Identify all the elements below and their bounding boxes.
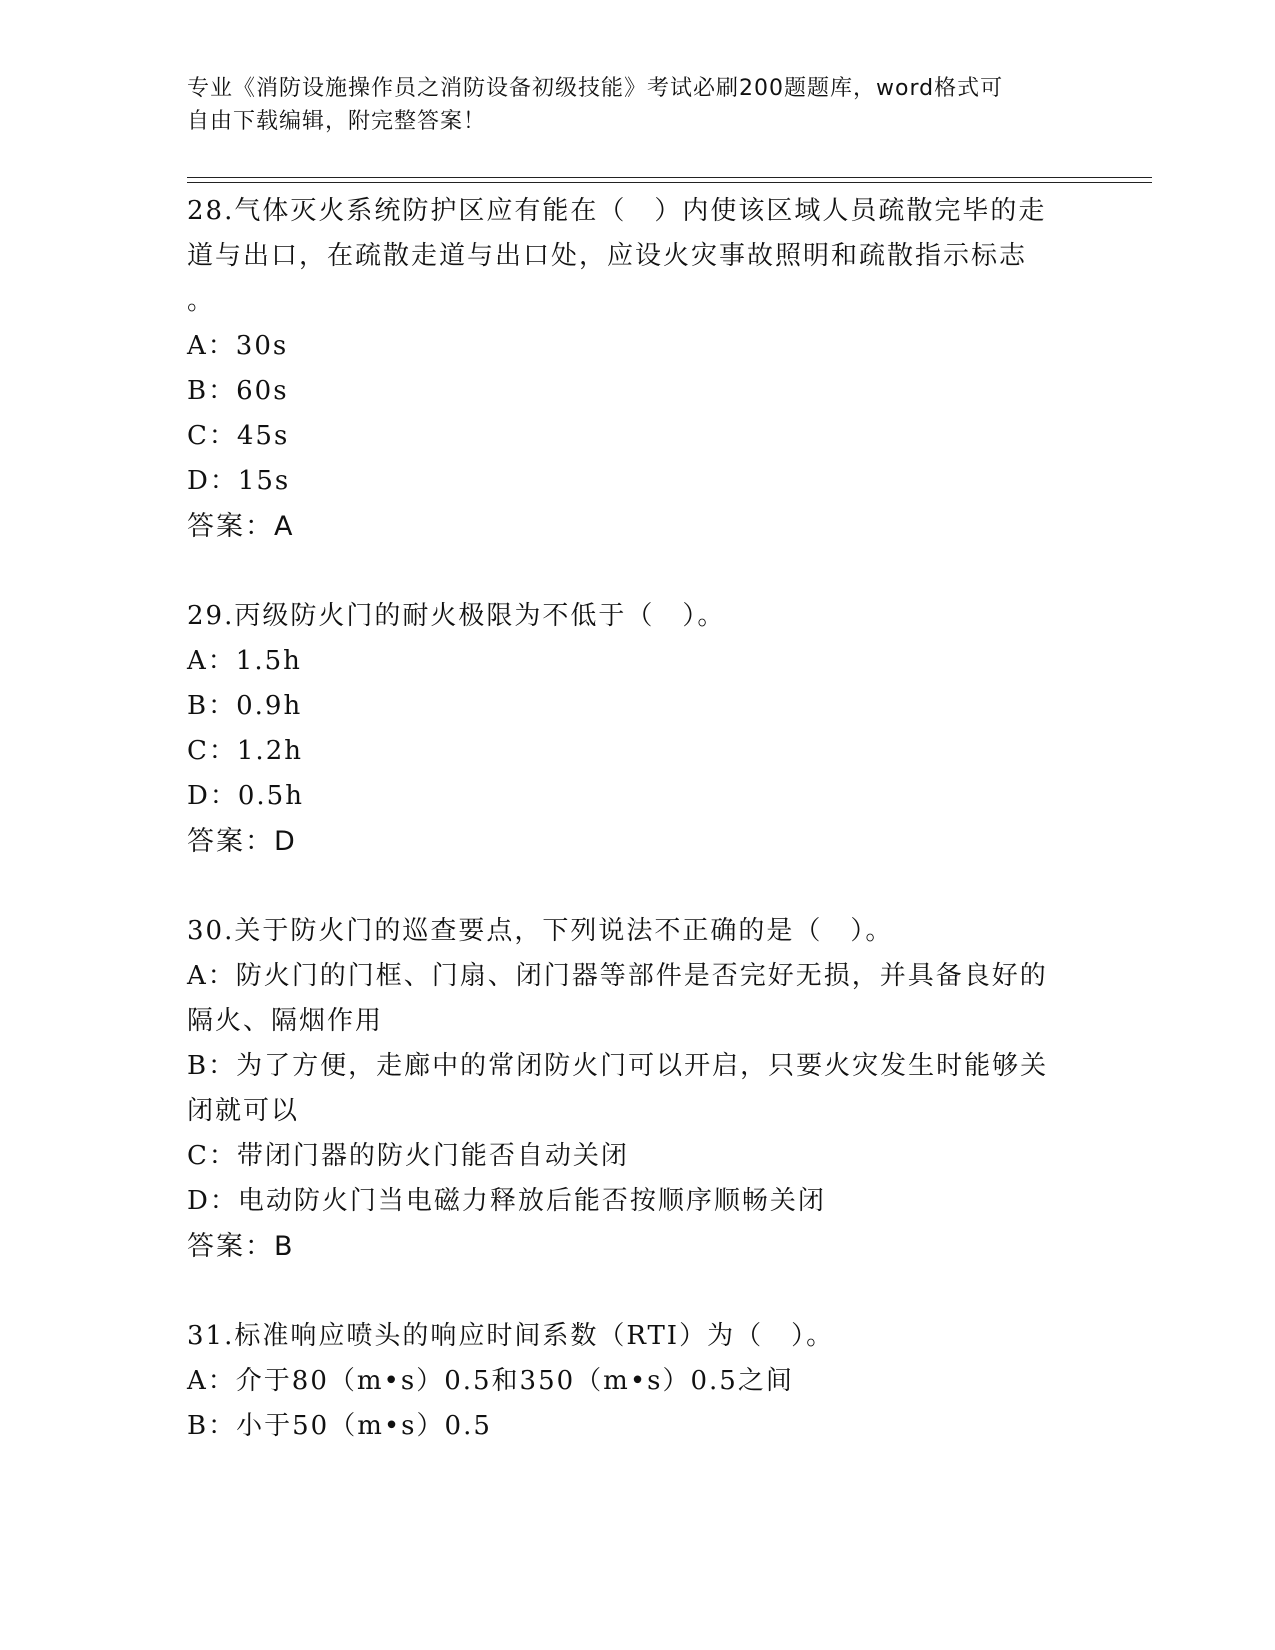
question-stem-line: 道与出口，在疏散走道与出口处，应设火灾事故照明和疏散指示标志 bbox=[187, 241, 1028, 271]
answer-option-line: 闭就可以 bbox=[187, 1096, 300, 1126]
header-divider bbox=[187, 177, 1152, 183]
answer-option-line: 隔火、隔烟作用 bbox=[187, 1006, 384, 1036]
answer-option-line: A：防火门的门框、门扇、闭门器等部件是否完好无损，并具备良好的 bbox=[187, 961, 1048, 991]
question-block bbox=[187, 909, 1087, 1269]
answer-option-line: D：电动防火门当电磁力释放后能否按顺序顺畅关闭 bbox=[187, 1186, 826, 1216]
answer-option-line: A：30s bbox=[187, 331, 289, 361]
answer-option-line: C：1.2h bbox=[187, 736, 303, 766]
correct-answer: 答案：B bbox=[187, 1231, 295, 1262]
answer-option-line: C：带闭门器的防火门能否自动关闭 bbox=[187, 1141, 629, 1171]
question-stem-line: 30.关于防火门的巡查要点，下列说法不正确的是（ ）。 bbox=[187, 916, 894, 946]
question-stem-line: 29.丙级防火门的耐火极限为不低于（ ）。 bbox=[187, 601, 726, 631]
header-line-2: 自由下载编辑，附完整答案！ bbox=[187, 109, 487, 134]
correct-answer: 答案：D bbox=[187, 826, 297, 857]
question-block bbox=[187, 1314, 1087, 1449]
answer-option-line: B：小于50（m•s）0.5 bbox=[187, 1411, 492, 1441]
document-header bbox=[187, 72, 1077, 138]
answer-option-line: B：60s bbox=[187, 376, 289, 406]
header-line-1: 专业《消防设施操作员之消防设备初级技能》考试必刷200题题库，word格式可 bbox=[187, 76, 1004, 101]
question-spacer bbox=[187, 549, 1087, 594]
answer-option-line: A：介于80（m•s）0.5和350（m•s）0.5之间 bbox=[187, 1366, 794, 1396]
answer-option-line: D：15s bbox=[187, 466, 291, 496]
question-block bbox=[187, 189, 1087, 549]
question-stem-line: 。 bbox=[187, 286, 216, 316]
answer-option-line: A：1.5h bbox=[187, 646, 302, 676]
question-stem-line: 28.气体灭火系统防护区应有能在（ ）内使该区域人员疏散完毕的走 bbox=[187, 196, 1047, 226]
question-block bbox=[187, 594, 1087, 864]
answer-option-line: B：为了方便，走廊中的常闭防火门可以开启，只要火灾发生时能够关 bbox=[187, 1051, 1049, 1081]
answer-option-line: D：0.5h bbox=[187, 781, 304, 811]
answer-option-line: B：0.9h bbox=[187, 691, 303, 721]
question-spacer bbox=[187, 864, 1087, 909]
question-stem-line: 31.标准响应喷头的响应时间系数（RTI）为（ ）。 bbox=[187, 1321, 835, 1351]
answer-option-line: C：45s bbox=[187, 421, 290, 451]
correct-answer: 答案：A bbox=[187, 511, 295, 542]
question-spacer bbox=[187, 1269, 1087, 1314]
question-list bbox=[187, 189, 1087, 1449]
